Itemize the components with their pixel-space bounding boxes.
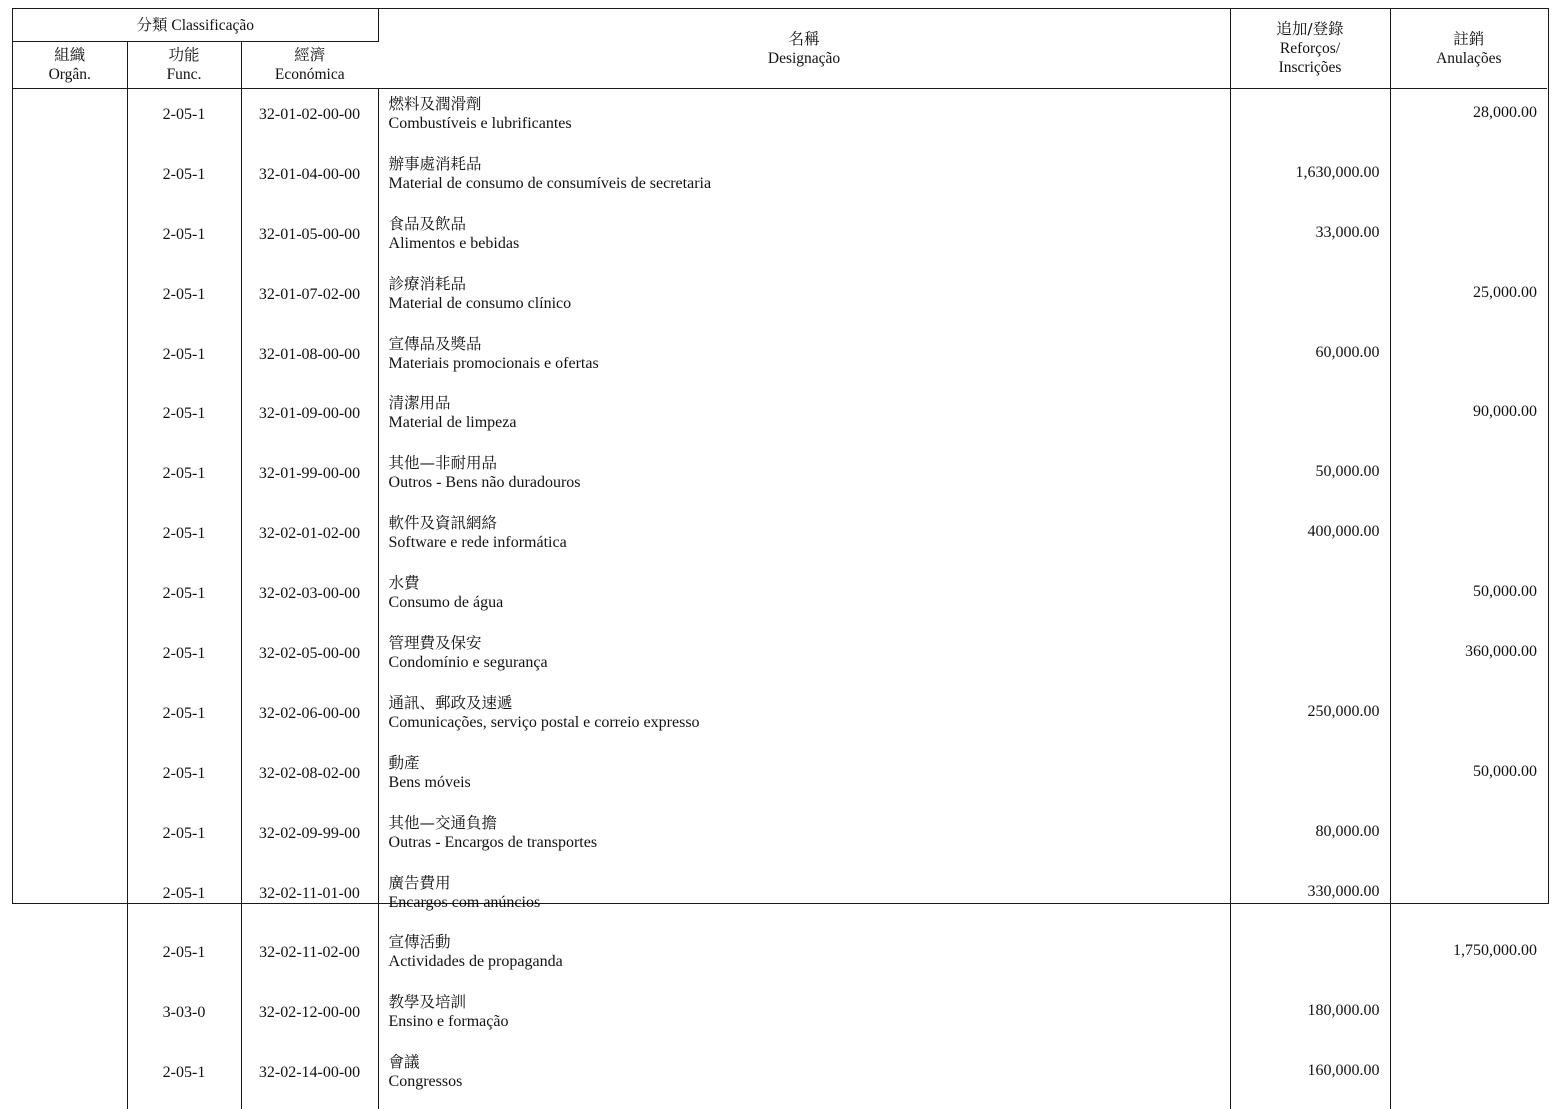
classification-label: 分類 Classificação <box>137 17 255 34</box>
designation-zh: 診療消耗品 <box>389 275 1230 294</box>
organ-cell <box>13 810 127 870</box>
reinforcement-cell <box>1230 929 1390 989</box>
func-cell: 2-05-1 <box>127 151 241 211</box>
econ-cell: 32-02-09-99-00 <box>241 810 378 870</box>
econ-header <box>241 42 378 89</box>
reinforcements-header-pt1: Reforços/ <box>1231 39 1390 58</box>
organ-cell <box>13 151 127 211</box>
func-cell: 2-05-1 <box>127 750 241 810</box>
classification-header <box>13 9 378 42</box>
designation-pt: Combustíveis e lubrificantes <box>389 114 1230 133</box>
designation-zh: 水費 <box>389 574 1230 593</box>
designation-pt: Outros - Bens não duradouros <box>389 473 1230 492</box>
designation-cell <box>378 929 1230 989</box>
designation-cell <box>378 870 1230 930</box>
organ-cell <box>13 929 127 989</box>
organ-cell <box>13 870 127 930</box>
table-row <box>13 989 1547 1049</box>
designation-zh: 動產 <box>389 754 1230 773</box>
func-header-zh: 功能 <box>128 46 241 65</box>
designation-header-pt: Designação <box>379 49 1230 68</box>
reinforcement-cell: 60,000.00 <box>1230 331 1390 391</box>
reinforcement-cell: 400,000.00 <box>1230 510 1390 570</box>
designation-cell <box>378 271 1230 331</box>
organ-cell <box>13 390 127 450</box>
designation-cell <box>378 810 1230 870</box>
organ-cell <box>13 630 127 690</box>
organ-cell <box>13 989 127 1049</box>
organ-cell <box>13 690 127 750</box>
table-row <box>13 211 1547 271</box>
table-row <box>13 870 1547 930</box>
designation-cell <box>378 630 1230 690</box>
annulment-cell <box>1390 450 1547 510</box>
designation-pt: Consumo de água <box>389 593 1230 612</box>
annulment-cell: 28,000.00 <box>1390 91 1547 151</box>
table-row <box>13 1049 1547 1109</box>
designation-zh: 其他—非耐用品 <box>389 454 1230 473</box>
designation-cell <box>378 91 1230 151</box>
designation-cell <box>378 450 1230 510</box>
econ-cell: 32-01-08-00-00 <box>241 331 378 391</box>
designation-cell <box>378 390 1230 450</box>
econ-cell: 32-02-06-00-00 <box>241 690 378 750</box>
econ-cell: 32-01-04-00-00 <box>241 151 378 211</box>
designation-pt: Comunicações, serviço postal e correio expresso <box>389 713 1230 732</box>
reinforcement-cell <box>1230 630 1390 690</box>
func-cell: 2-05-1 <box>127 450 241 510</box>
func-cell: 3-03-0 <box>127 989 241 1049</box>
designation-zh: 宣傳品及獎品 <box>389 335 1230 354</box>
designation-pt: Materiais promocionais e ofertas <box>389 354 1230 373</box>
func-cell: 2-05-1 <box>127 1049 241 1109</box>
organ-cell <box>13 331 127 391</box>
econ-cell: 32-02-12-00-00 <box>241 989 378 1049</box>
table-row <box>13 271 1547 331</box>
reinforcement-cell <box>1230 750 1390 810</box>
budget-rows <box>13 89 1547 1109</box>
econ-cell: 32-02-03-00-00 <box>241 570 378 630</box>
reinforcements-header <box>1230 9 1390 89</box>
designation-pt: Ensino e formação <box>389 1012 1230 1031</box>
designation-pt: Actividades de propaganda <box>389 952 1230 971</box>
organ-header-pt: Orgân. <box>13 65 127 84</box>
econ-cell: 32-02-08-02-00 <box>241 750 378 810</box>
table-row <box>13 331 1547 391</box>
designation-zh: 燃料及潤滑劑 <box>389 95 1230 114</box>
func-cell: 2-05-1 <box>127 630 241 690</box>
reinforcement-cell <box>1230 271 1390 331</box>
econ-cell: 32-01-05-00-00 <box>241 211 378 271</box>
budget-table-sheet <box>12 8 1549 904</box>
annulments-header <box>1390 9 1547 89</box>
annulment-cell <box>1390 151 1547 211</box>
econ-header-zh: 經濟 <box>242 46 379 65</box>
reinforcement-cell: 330,000.00 <box>1230 870 1390 930</box>
annulment-cell: 360,000.00 <box>1390 630 1547 690</box>
econ-cell: 32-01-99-00-00 <box>241 450 378 510</box>
func-cell: 2-05-1 <box>127 91 241 151</box>
reinforcement-cell <box>1230 390 1390 450</box>
annulment-cell: 25,000.00 <box>1390 271 1547 331</box>
designation-pt: Material de consumo de consumíveis de secretaria <box>389 174 1230 193</box>
reinforcement-cell <box>1230 91 1390 151</box>
table-row <box>13 750 1547 810</box>
econ-cell: 32-02-05-00-00 <box>241 630 378 690</box>
econ-cell: 32-01-09-00-00 <box>241 390 378 450</box>
organ-cell <box>13 1049 127 1109</box>
reinforcement-cell <box>1230 570 1390 630</box>
designation-header <box>378 9 1230 89</box>
reinforcement-cell: 1,630,000.00 <box>1230 151 1390 211</box>
designation-pt: Encargos com anúncios <box>389 893 1230 912</box>
designation-cell <box>378 690 1230 750</box>
designation-pt: Software e rede informática <box>389 533 1230 552</box>
organ-cell <box>13 570 127 630</box>
annulment-cell <box>1390 510 1547 570</box>
designation-pt: Material de consumo clínico <box>389 294 1230 313</box>
table-row <box>13 91 1547 151</box>
designation-pt: Outras - Encargos de transportes <box>389 833 1230 852</box>
table-row <box>13 630 1547 690</box>
designation-zh: 其他—交通負擔 <box>389 814 1230 833</box>
func-cell: 2-05-1 <box>127 211 241 271</box>
reinforcement-cell: 50,000.00 <box>1230 450 1390 510</box>
reinforcement-cell: 180,000.00 <box>1230 989 1390 1049</box>
organ-cell <box>13 510 127 570</box>
table-row <box>13 929 1547 989</box>
annulment-cell <box>1390 211 1547 271</box>
reinforcement-cell: 80,000.00 <box>1230 810 1390 870</box>
func-cell: 2-05-1 <box>127 331 241 391</box>
organ-header <box>13 42 127 89</box>
organ-cell <box>13 271 127 331</box>
designation-zh: 辦事處消耗品 <box>389 155 1230 174</box>
reinforcement-cell: 160,000.00 <box>1230 1049 1390 1109</box>
designation-zh: 會議 <box>389 1053 1230 1072</box>
annulment-cell: 1,750,000.00 <box>1390 929 1547 989</box>
func-header-pt: Func. <box>128 65 241 84</box>
designation-cell <box>378 331 1230 391</box>
designation-zh: 軟件及資訊網絡 <box>389 514 1230 533</box>
organ-cell <box>13 211 127 271</box>
econ-cell: 32-02-14-00-00 <box>241 1049 378 1109</box>
annulments-header-zh: 註銷 <box>1391 30 1548 49</box>
designation-cell <box>378 151 1230 211</box>
designation-zh: 廣告費用 <box>389 874 1230 893</box>
designation-cell <box>378 510 1230 570</box>
table-row <box>13 390 1547 450</box>
func-cell: 2-05-1 <box>127 870 241 930</box>
designation-zh: 宣傳活動 <box>389 933 1230 952</box>
econ-cell: 32-02-11-02-00 <box>241 929 378 989</box>
reinforcement-cell: 33,000.00 <box>1230 211 1390 271</box>
table-row <box>13 151 1547 211</box>
designation-pt: Bens móveis <box>389 773 1230 792</box>
func-cell: 2-05-1 <box>127 810 241 870</box>
econ-cell: 32-02-11-01-00 <box>241 870 378 930</box>
econ-header-pt: Económica <box>242 65 379 84</box>
annulments-header-pt: Anulações <box>1391 49 1548 68</box>
designation-pt: Alimentos e bebidas <box>389 234 1230 253</box>
annulment-cell: 50,000.00 <box>1390 570 1547 630</box>
organ-header-zh: 組織 <box>13 46 127 65</box>
designation-cell <box>378 989 1230 1049</box>
table-row <box>13 450 1547 510</box>
econ-cell: 32-01-07-02-00 <box>241 271 378 331</box>
designation-cell <box>378 211 1230 271</box>
func-cell: 2-05-1 <box>127 570 241 630</box>
annulment-cell: 90,000.00 <box>1390 390 1547 450</box>
table-row <box>13 510 1547 570</box>
designation-pt: Condomínio e segurança <box>389 653 1230 672</box>
reinforcement-cell: 250,000.00 <box>1230 690 1390 750</box>
table-row <box>13 570 1547 630</box>
reinforcements-header-zh: 追加/登錄 <box>1231 20 1390 39</box>
func-cell: 2-05-1 <box>127 510 241 570</box>
designation-zh: 通訊、郵政及速遞 <box>389 694 1230 713</box>
annulment-cell: 50,000.00 <box>1390 750 1547 810</box>
annulment-cell <box>1390 870 1547 930</box>
func-cell: 2-05-1 <box>127 271 241 331</box>
annulment-cell <box>1390 989 1547 1049</box>
budget-table <box>13 9 1547 1109</box>
organ-cell <box>13 91 127 151</box>
annulment-cell <box>1390 690 1547 750</box>
organ-cell <box>13 450 127 510</box>
table-row <box>13 690 1547 750</box>
func-cell: 2-05-1 <box>127 929 241 989</box>
econ-cell: 32-01-02-00-00 <box>241 91 378 151</box>
organ-cell <box>13 750 127 810</box>
designation-cell <box>378 1049 1230 1109</box>
func-cell: 2-05-1 <box>127 690 241 750</box>
designation-zh: 清潔用品 <box>389 394 1230 413</box>
func-cell: 2-05-1 <box>127 390 241 450</box>
designation-cell <box>378 570 1230 630</box>
designation-pt: Material de limpeza <box>389 413 1230 432</box>
econ-cell: 32-02-01-02-00 <box>241 510 378 570</box>
annulment-cell <box>1390 810 1547 870</box>
func-header <box>127 42 241 89</box>
designation-header-zh: 名稱 <box>379 30 1230 49</box>
designation-cell <box>378 750 1230 810</box>
designation-zh: 管理費及保安 <box>389 634 1230 653</box>
annulment-cell <box>1390 331 1547 391</box>
designation-zh: 食品及飲品 <box>389 215 1230 234</box>
annulment-cell <box>1390 1049 1547 1109</box>
designation-zh: 教學及培訓 <box>389 993 1230 1012</box>
table-row <box>13 810 1547 870</box>
reinforcements-header-pt2: Inscrições <box>1231 58 1390 77</box>
designation-pt: Congressos <box>389 1072 1230 1091</box>
